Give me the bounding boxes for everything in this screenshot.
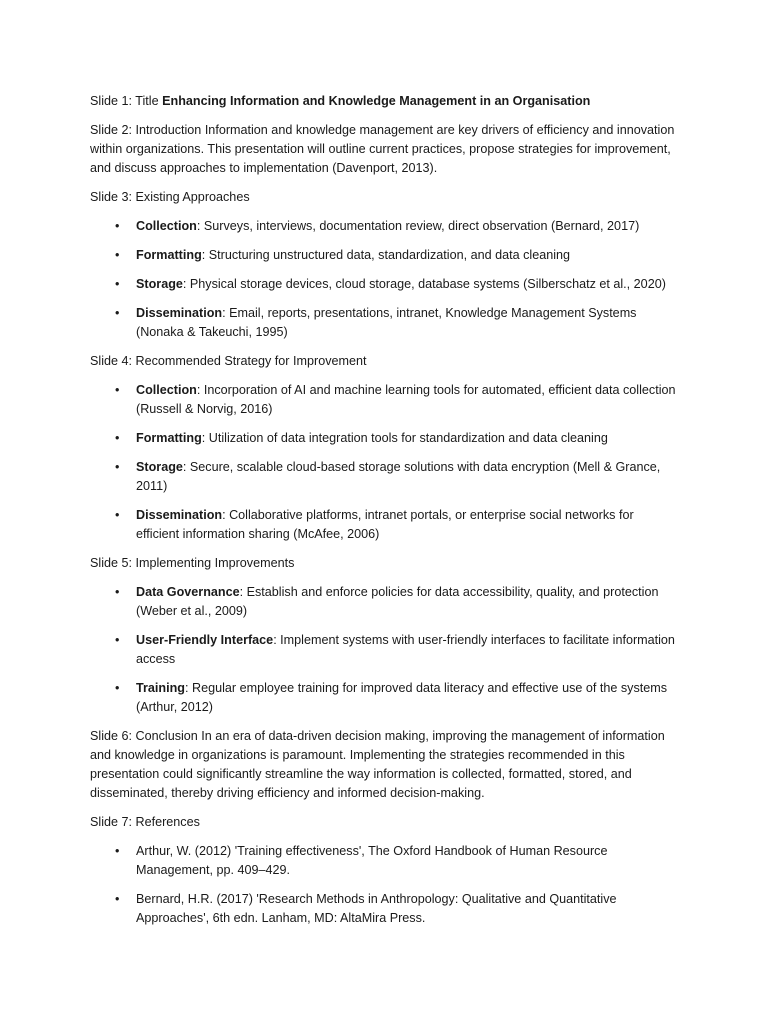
bullet-icon: • xyxy=(115,508,120,522)
list-item xyxy=(90,275,680,294)
list-item-text: : Incorporation of AI and machine learning tools for automated, efficient data collection (Russell & Norvig, 2016) xyxy=(136,383,676,416)
reference-item xyxy=(90,842,680,880)
list-item-term: Collection xyxy=(136,219,197,233)
slide-3-heading: Slide 3: Existing Approaches xyxy=(90,190,250,204)
slide-7-references-list xyxy=(90,842,680,928)
list-item xyxy=(90,246,680,265)
bullet-icon: • xyxy=(115,585,120,599)
reference-item xyxy=(90,890,680,928)
list-item xyxy=(90,381,680,419)
list-item-text: : Structuring unstructured data, standardization, and data cleaning xyxy=(201,248,571,262)
list-item-term: Formatting xyxy=(136,248,202,262)
list-item-term: Formatting xyxy=(136,431,202,445)
slide-2-introduction: Slide 2: Introduction Information and knowledge management are key drivers of efficiency and innovation within organizations. This presentation will outline current practices, propose strategies for improvement, and discuss approaches to implementation (Davenport, 2013). xyxy=(90,123,675,175)
list-item-text: : Collaborative platforms, intranet portals, or enterprise social networks for efficient information sharing (McAfee, 2006) xyxy=(136,508,634,541)
list-item-term: Collection xyxy=(136,383,197,397)
list-item-text: : Establish and enforce policies for data accessibility, quality, and protection (Weber et al., 2009) xyxy=(136,585,659,618)
list-item-term: Storage xyxy=(136,277,183,291)
bullet-icon: • xyxy=(115,633,120,647)
slide-6-conclusion: Slide 6: Conclusion In an era of data-driven decision making, improving the management of information and knowledge in organizations is paramount. Implementing the strategies recommended in this presentation could significantly streamline the way information is collected, formatted, stored, and disseminated, thereby driving efficiency and informed decision-making. xyxy=(90,729,665,800)
list-item xyxy=(90,429,680,448)
list-item-text: : Regular employee training for improved data literacy and effective use of the systems (Arthur, 2012) xyxy=(136,681,668,714)
bullet-icon: • xyxy=(115,681,120,695)
list-item xyxy=(90,506,680,544)
bullet-icon: • xyxy=(115,431,120,445)
bullet-icon: • xyxy=(115,460,120,474)
list-item xyxy=(90,679,680,717)
list-item-term: Storage xyxy=(136,460,183,474)
slide-1-prefix: Slide 1: Title xyxy=(90,94,163,108)
slide-5-heading: Slide 5: Implementing Improvements xyxy=(90,556,295,570)
slide-4-list xyxy=(90,381,680,544)
reference-text: Bernard, H.R. (2017) 'Research Methods in Anthropology: Qualitative and Quantitative Approaches', 6th edn. Lanham, MD: AltaMira Press. xyxy=(136,892,617,925)
list-item xyxy=(90,304,680,342)
slide-3-list xyxy=(90,217,680,342)
list-item-text: : Physical storage devices, cloud storage, database systems (Silberschatz et al., 2020) xyxy=(182,277,666,291)
list-item-text: : Implement systems with user-friendly interfaces to facilitate information access xyxy=(136,633,675,666)
bullet-icon: • xyxy=(115,219,120,233)
bullet-icon: • xyxy=(115,248,120,262)
list-item-term: Data Governance xyxy=(136,585,240,599)
list-item-text: : Secure, scalable cloud-based storage solutions with data encryption (Mell & Grance, 2011) xyxy=(136,460,661,493)
bullet-icon: • xyxy=(115,383,120,397)
list-item-term: Training xyxy=(136,681,185,695)
slide-5-list xyxy=(90,583,680,717)
bullet-icon: • xyxy=(115,844,120,858)
list-item xyxy=(90,583,680,621)
list-item-term: Dissemination xyxy=(136,508,223,522)
slide-1-title: Enhancing Information and Knowledge Management in an Organisation xyxy=(162,94,591,108)
list-item-term: User-Friendly Interface xyxy=(136,633,274,647)
slide-7-heading: Slide 7: References xyxy=(90,815,200,829)
bullet-icon: • xyxy=(115,277,120,291)
slide-4-heading: Slide 4: Recommended Strategy for Improvement xyxy=(90,354,367,368)
list-item xyxy=(90,631,680,669)
bullet-icon: • xyxy=(115,306,120,320)
list-item-term: Dissemination xyxy=(136,306,223,320)
slide-1-title-line xyxy=(90,92,680,111)
list-item xyxy=(90,217,680,236)
list-item-text: : Email, reports, presentations, intranet, Knowledge Management Systems (Nonaka & Takeuchi, 1995) xyxy=(136,306,637,339)
list-item-text: : Utilization of data integration tools for standardization and data cleaning xyxy=(201,431,608,445)
list-item-text: : Surveys, interviews, documentation review, direct observation (Bernard, 2017) xyxy=(196,219,640,233)
bullet-icon: • xyxy=(115,892,120,906)
document-page xyxy=(90,92,680,938)
list-item xyxy=(90,458,680,496)
reference-text: Arthur, W. (2012) 'Training effectiveness', The Oxford Handbook of Human Resource Management, pp. 409–429. xyxy=(136,844,608,877)
